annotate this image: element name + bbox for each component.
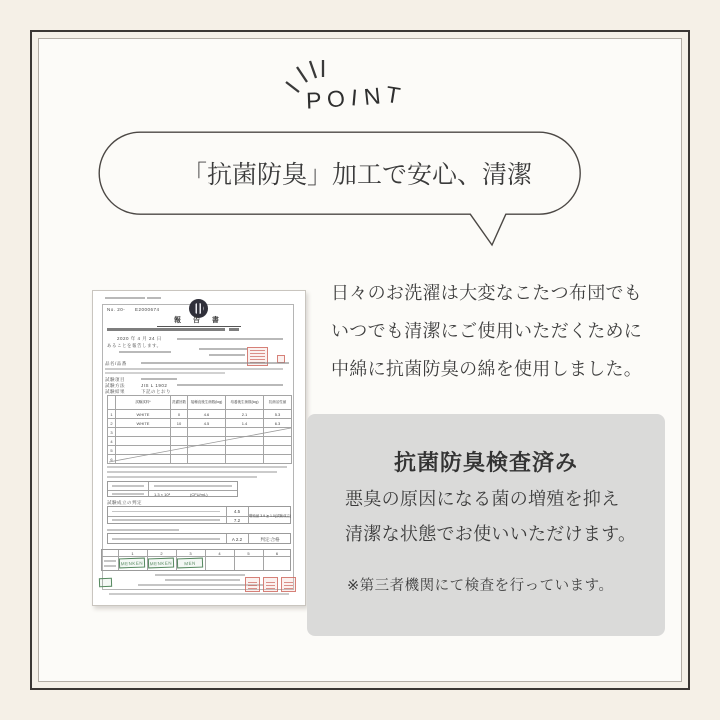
bacteria-density-box xyxy=(107,481,238,497)
activity-value: A 2.2 xyxy=(231,536,243,542)
test-result-label: 試験結果 xyxy=(105,389,125,394)
validity-judgement-box xyxy=(107,506,291,524)
report-no-value: E2000674 xyxy=(135,307,160,312)
cell: 培養後生菌数(log) xyxy=(226,396,264,410)
redacted-text-line xyxy=(107,476,257,478)
inspection-stamp-green: MEN xyxy=(177,558,203,569)
report-no-label: No. 20- xyxy=(107,307,126,312)
test-item-label: 試験項目 xyxy=(105,377,125,382)
red-seal-mark xyxy=(266,580,275,589)
cell: 6.3 xyxy=(264,419,292,428)
red-seal-stamp xyxy=(263,577,278,592)
stamp-col-number: 3 xyxy=(189,551,192,556)
inspection-stamp-green: MENKEN xyxy=(119,558,145,569)
redacted-text-line xyxy=(177,338,283,340)
redacted-text-line xyxy=(105,368,283,370)
point-letter: N xyxy=(362,82,382,111)
cell: 2.1 xyxy=(226,410,264,419)
stamp-col-number: 6 xyxy=(275,551,279,556)
activity-judgement: 判定:合格 xyxy=(260,536,280,542)
stamp-table xyxy=(101,549,291,571)
cell: 1.4 xyxy=(226,419,264,428)
growth-note: 増殖値 3.9 ≧ 1.0(試験成立) xyxy=(248,513,292,518)
cell: 5.3 xyxy=(264,410,292,419)
green-mark-stamp xyxy=(99,578,112,587)
cell: 6 xyxy=(108,455,116,464)
redacted-text-line xyxy=(112,493,144,495)
point-letter: P xyxy=(305,87,322,114)
panel-heading: 抗菌防臭検査済み xyxy=(393,450,578,475)
panel-body-text xyxy=(345,482,636,552)
redacted-text-line xyxy=(107,328,225,331)
cell: WHITE xyxy=(116,410,171,419)
cell: WHITE xyxy=(116,419,171,428)
redacted-text-line xyxy=(229,328,239,331)
cell: 3 xyxy=(108,428,116,437)
point-letter: I xyxy=(350,84,359,111)
red-seal-stamp xyxy=(245,577,260,592)
description-text xyxy=(331,274,661,388)
report-title: 報 告 書 xyxy=(157,315,241,327)
grid-line xyxy=(148,482,149,496)
description-line: 中綿に抗菌防臭の綿を使用しました。 xyxy=(331,359,643,379)
cell: 1 xyxy=(108,410,116,419)
redacted-text-line xyxy=(112,519,220,521)
cell xyxy=(108,396,116,410)
redacted-text-line xyxy=(105,297,145,299)
test-result-value: 下記のとおり xyxy=(141,389,171,394)
submission-date: 2020 年 4 月 24 日 xyxy=(117,336,162,341)
panel-footnote: ※第三者機関にて検査を行っています。 xyxy=(347,578,614,594)
density-unit: (CFU/mL) xyxy=(190,491,208,497)
redacted-text-line xyxy=(154,485,232,487)
seal-glyph xyxy=(193,303,204,314)
redacted-text-line xyxy=(109,593,289,595)
control-value-1: 4.5 xyxy=(233,509,241,514)
stamp-col-number: 1 xyxy=(131,551,134,556)
report-statement: あることを報告します。 xyxy=(107,343,162,348)
stamp-col-number: 2 xyxy=(160,551,163,556)
redacted-text-line xyxy=(107,529,179,531)
cell: 洗濯回数 xyxy=(171,396,188,410)
redacted-text-line xyxy=(104,560,116,562)
cell: 接種直後生菌数(log) xyxy=(188,396,226,410)
cell: 2 xyxy=(108,419,116,428)
grid-line xyxy=(108,490,237,491)
redacted-text-line xyxy=(104,565,116,567)
density-value: 1.3 × 10⁵ xyxy=(154,491,171,497)
redacted-text-line xyxy=(112,485,144,487)
stamp-col-number: 4 xyxy=(218,551,221,556)
point-letter: O xyxy=(325,84,348,114)
cell: 4 xyxy=(108,437,116,446)
cell: 抗菌活性値 xyxy=(264,396,292,410)
redacted-text-line xyxy=(112,511,220,513)
redacted-text-line xyxy=(199,348,247,350)
redacted-text-line xyxy=(155,574,245,576)
cell: 試験試料* xyxy=(116,396,171,410)
redacted-text-line xyxy=(147,297,161,299)
redacted-text-line xyxy=(209,354,245,356)
redacted-text-line xyxy=(107,466,287,468)
redacted-text-line xyxy=(112,538,220,540)
description-line: いつでも清潔にご使用いただくために xyxy=(331,321,643,341)
red-seal-stamp xyxy=(281,577,296,592)
panel-body-line: 清潔な状態でお使いいただけます。 xyxy=(345,524,637,544)
empty-rows-strikethrough xyxy=(107,427,293,463)
cell: 4.5 xyxy=(188,419,226,428)
inspection-info-panel xyxy=(307,414,665,636)
certificate-document xyxy=(92,290,306,606)
panel-body-line: 悪臭の原因になる菌の増殖を抑え xyxy=(345,489,620,509)
stamp-col-number: 5 xyxy=(247,551,250,556)
product-name-label: 品名/品番 xyxy=(105,361,127,366)
redacted-text-line xyxy=(107,471,277,473)
redacted-text-line xyxy=(105,372,225,374)
red-seal-mark xyxy=(248,580,257,589)
redacted-text-line xyxy=(141,378,177,380)
red-seal-mark xyxy=(284,580,293,589)
cell: 5 xyxy=(108,446,116,455)
test-method-label: 試験方法 xyxy=(105,383,125,388)
validity-judgement-label: 試験成立の判定 xyxy=(107,500,142,505)
cell: 4.6 xyxy=(188,410,226,419)
headline-text: 「抗菌防臭」加工で安心、清潔 xyxy=(181,161,532,189)
description-line: 日々のお洗濯は大変なこたつ布団でも xyxy=(331,283,643,303)
redacted-text-line xyxy=(119,351,171,353)
activity-result-box xyxy=(107,533,291,544)
inspection-stamp-green: MENKEN xyxy=(148,558,174,569)
point-letter: T xyxy=(384,80,403,109)
control-value-2: 7.2 xyxy=(233,517,241,523)
cell: 0 xyxy=(171,410,188,419)
cell: 10 xyxy=(171,419,188,428)
redacted-text-line xyxy=(141,362,289,364)
test-method-value: JIS L 1902 xyxy=(141,383,168,388)
redacted-text-line xyxy=(177,384,283,386)
redacted-text-line xyxy=(165,579,240,581)
